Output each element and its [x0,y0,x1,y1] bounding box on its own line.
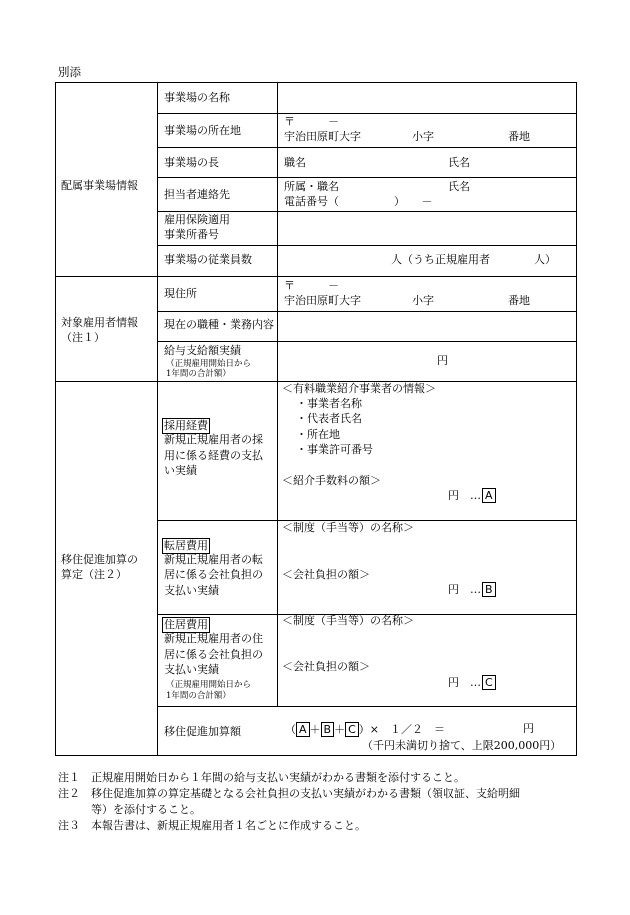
housing-sub-1: （正規雇用開始日から [166,680,252,690]
contact-dept: 所属・職名 [284,180,339,193]
hiring-letter-box: A [482,488,496,503]
formula-letter-c: C [345,722,359,737]
salary-unit: 円 [437,354,448,367]
relocation-system-label: ＜制度（手当等）の名称＞ [282,521,414,534]
housing-burden-label: ＜会社負担の額＞ [282,660,370,673]
relocation-desc-3: 支払い実績 [164,584,219,597]
row-line [157,341,577,342]
page-label: 別添 [58,65,81,79]
residence-banchi: 番地 [508,294,530,307]
contact-label: 担当者連絡先 [164,188,230,201]
hiring-boxed-label: 採用経費 [164,419,208,432]
hiring-info-header: ＜有料職業紹介事業者の情報＞ [282,382,436,395]
notes [58,770,578,834]
hiring-fee-label: ＜紹介手数料の額＞ [282,474,381,487]
facility-address-label: 事業場の所在地 [164,124,241,137]
hiring-item-3: ・所在地 [296,428,340,441]
section-line [56,276,577,277]
facility-name-label: 事業場の名称 [164,91,230,104]
facility-address-banchi: 番地 [508,130,530,143]
row-line [157,245,577,246]
residence-aza: 小字 [412,294,434,307]
housing-sub-2: 1年間の合計額） [166,691,231,701]
section1-title: 配属事業場情報 [61,179,138,192]
salary-sub-2: 1年間の合計額） [166,369,231,379]
facility-address-aza: 小字 [412,130,434,143]
hiring-desc-1: 新規正規雇用者の採 [164,433,263,446]
facility-address-town: 宇治田原町大字 [284,130,361,143]
residence-label: 現住所 [164,287,197,300]
employees-label: 事業場の従業員数 [164,253,252,266]
formula-letter-b: B [321,722,335,737]
row-line [157,311,577,312]
employees-value: 人（うち正規雇用者 人） [391,253,556,266]
note-2: 注２ 移住促進加算の算定基礎となる会社負担の支払い実績がわかる書類（領収証、支給明細 [58,787,520,800]
formula-letter-a: A [296,722,310,737]
formula-open-paren: （ [285,723,296,736]
total-note: （千円未満切り捨て、上限200,000円） [362,739,562,752]
residence-town: 宇治田原町大字 [284,294,361,307]
job-label: 現在の職種・業務内容 [164,318,274,331]
contact-phone: 電話番号（ ） － [284,195,433,208]
col-divider-1 [157,83,158,755]
insurance-label-2: 事業所番号 [164,228,219,241]
note-2-cont: 等）を添付すること。 [58,803,201,816]
facility-head-title: 職名 [284,156,306,169]
housing-letter-box: C [482,675,496,690]
row-line [157,211,577,212]
insurance-label-1: 雇用保険適用 [164,213,230,226]
note-3: 注３ 本報告書は、新規正規雇用者１名ごとに作成すること。 [58,819,366,832]
formula-tail: ）× １／２ ＝ [358,723,445,736]
total-label: 移住促進加算額 [164,725,241,738]
section2-note: （注１） [61,331,105,344]
hiring-item-1: ・事業者名称 [296,397,362,410]
salary-sub-1: （正規雇用開始日から [166,359,252,369]
housing-boxed-label: 住居費用 [164,618,208,631]
facility-address-postal: 〒 － [284,115,339,128]
row-line [157,177,577,178]
hiring-unit: 円 … [448,489,481,502]
housing-system-label: ＜制度（手当等）の名称＞ [282,614,414,627]
salary-label: 給与支給額実績 [164,344,241,357]
row-line [157,147,577,148]
housing-desc-3: 支払い実績 [164,663,219,676]
total-unit: 円 [523,722,534,735]
housing-desc-2: 居に係る会社負担の [164,648,263,661]
total-formula [285,722,445,737]
facility-head-label: 事業場の長 [164,156,219,169]
relocation-burden-label: ＜会社負担の額＞ [282,568,370,581]
relocation-boxed-label: 転居費用 [164,539,208,552]
row-line [157,113,577,114]
contact-name: 氏名 [448,180,470,193]
relocation-letter-box: B [482,582,496,597]
section3-title-1: 移住促進加算の [61,553,138,566]
facility-head-name: 氏名 [448,156,470,169]
section3-title-2: 算定（注２） [61,568,127,581]
relocation-desc-1: 新規正規雇用者の転 [164,553,263,566]
row-line [157,706,577,707]
note-1: 注１ 正規雇用開始日から１年間の給与支払い実績がわかる書類を添付すること。 [58,771,465,784]
formula-plus-1: ＋ [309,723,321,736]
hiring-desc-3: い実績 [164,464,197,477]
hiring-desc-2: 用に係る経費の支払 [164,449,263,462]
formula-plus-2: ＋ [334,723,346,736]
relocation-desc-2: 居に係る会社負担の [164,568,263,581]
housing-desc-1: 新規正規雇用者の住 [164,632,263,645]
hiring-item-2: ・代表者氏名 [296,412,362,425]
section2-title: 対象雇用者情報 [61,316,138,329]
relocation-unit: 円 … [448,583,481,596]
hiring-item-4: ・事業許可番号 [296,443,373,456]
residence-postal: 〒 － [284,279,339,292]
housing-unit: 円 … [448,676,481,689]
